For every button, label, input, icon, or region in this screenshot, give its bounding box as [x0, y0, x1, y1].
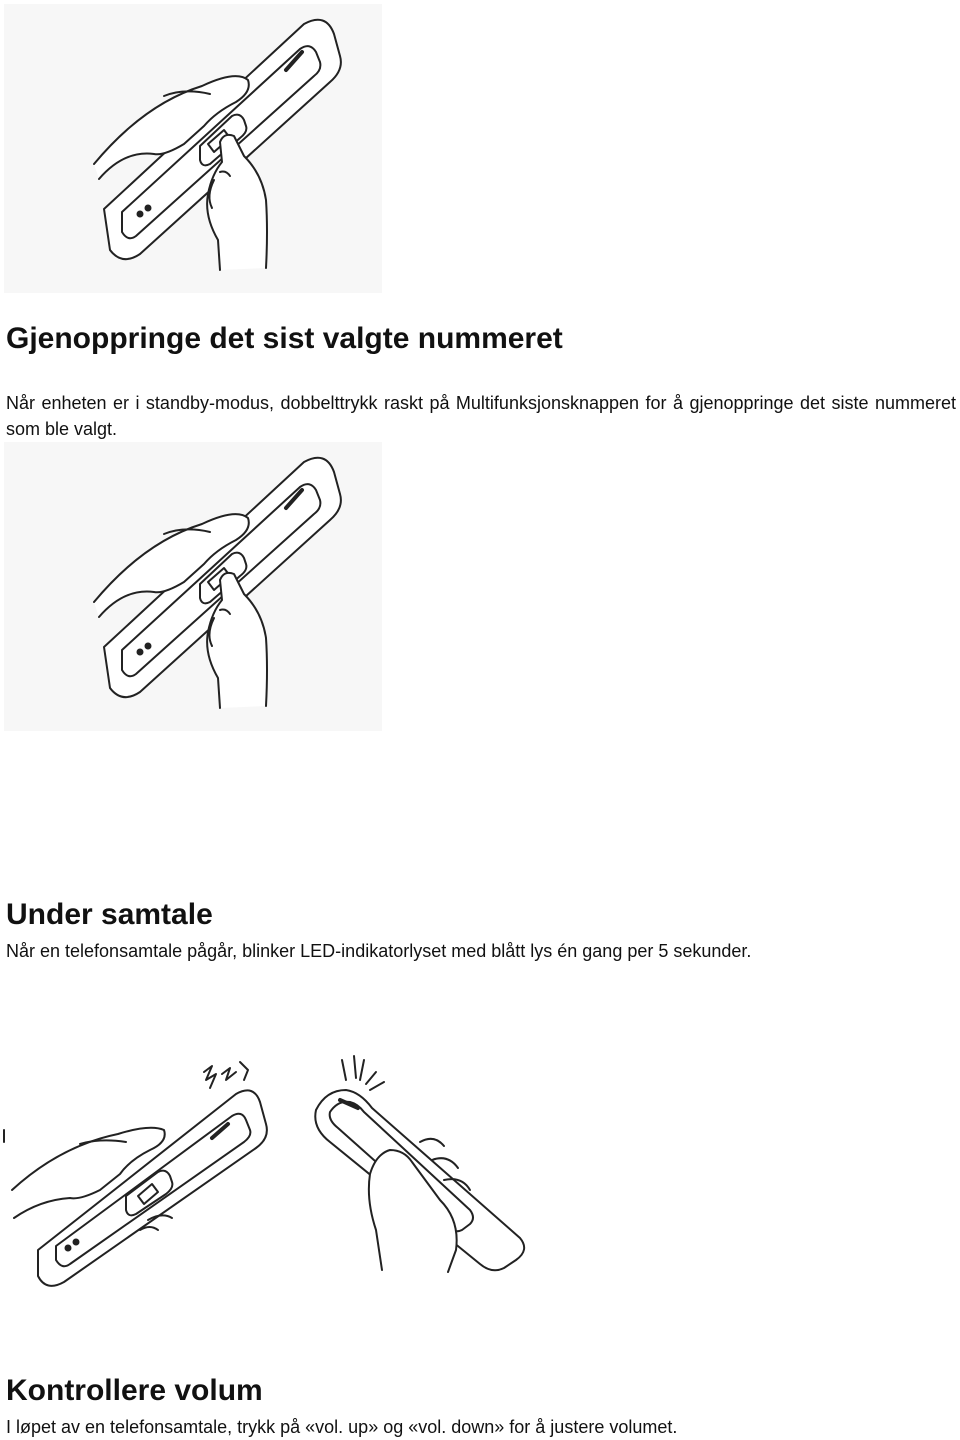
during-call-heading: Under samtale — [6, 898, 213, 931]
redial-text: Når enheten er i standby-modus, dobbelttrykk raskt på Multifunksjonsknappen for å gjenoppringe det siste nummeret som ble valgt. — [6, 393, 956, 439]
during-call-text: Når en telefonsamtale pågår, blinker LED-indikatorlyset med blått lys én gang per 5 sekunder. — [6, 941, 752, 961]
volume-text: I løpet av en telefonsamtale, trykk på «vol. up» og «vol. down» for å justere volumet. — [6, 1417, 678, 1437]
illustration-press-button-2 — [4, 442, 382, 731]
illustration-call-indicator — [0, 1050, 540, 1290]
redial-heading: Gjenoppringe det sist valgte nummeret — [6, 322, 563, 355]
illustration-press-button-1 — [4, 4, 382, 293]
volume-heading: Kontrollere volum — [6, 1374, 263, 1407]
